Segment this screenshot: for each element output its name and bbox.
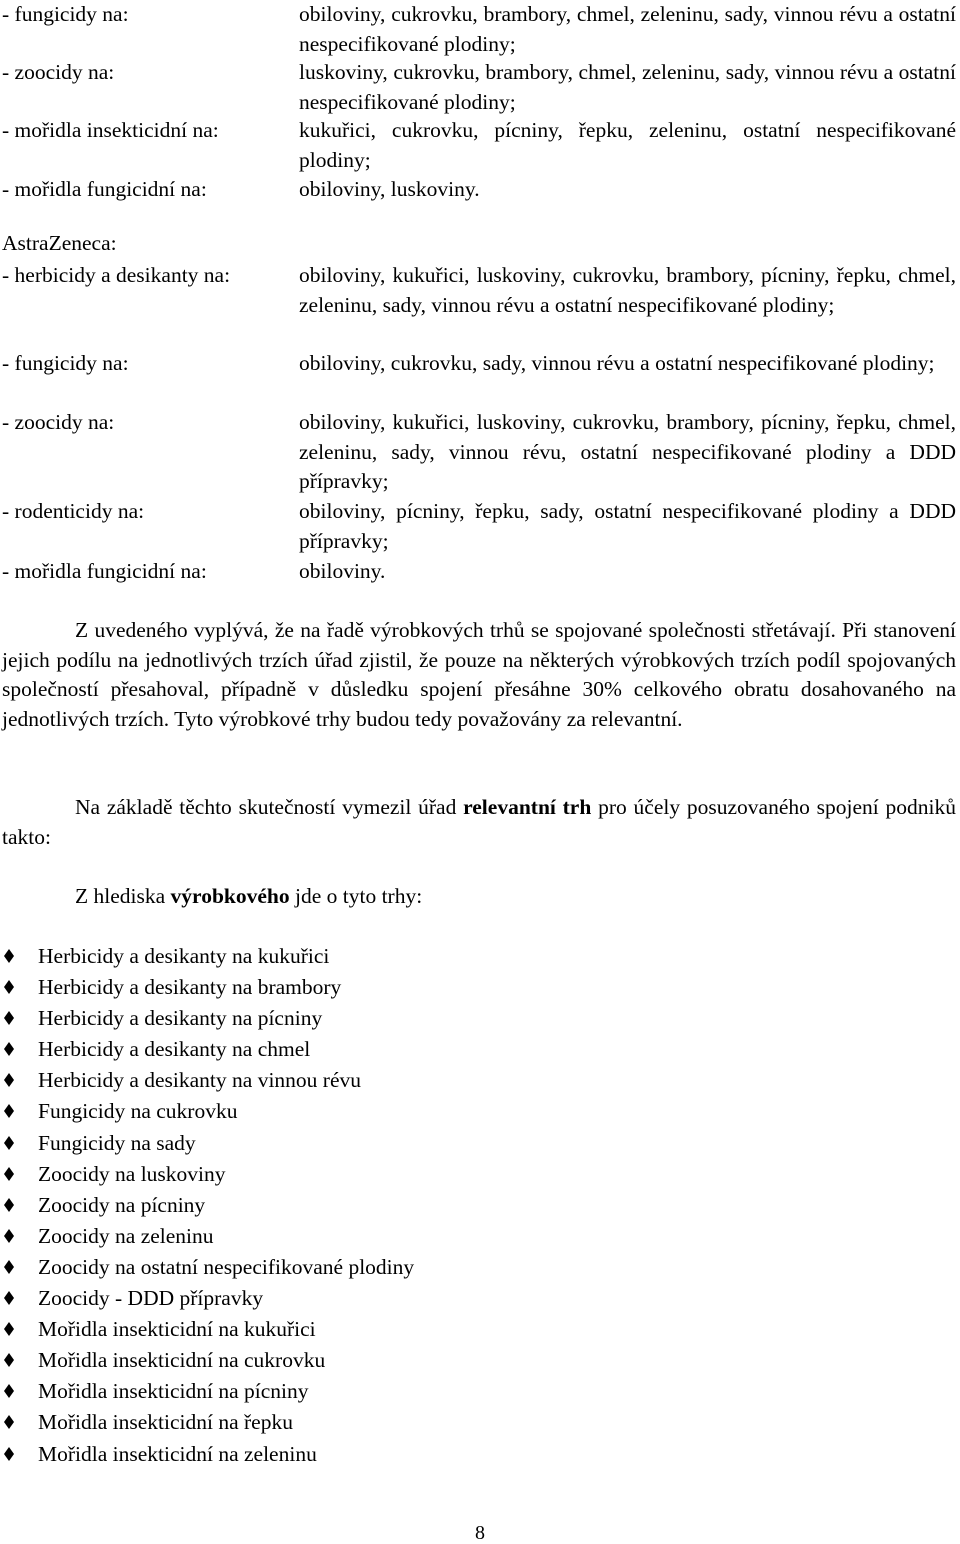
list-item-label: Zoocidy na luskoviny (38, 1161, 226, 1186)
diamond-bullet-icon (2, 1252, 18, 1283)
list-item-label: Mořidla insekticidní na řepku (38, 1410, 293, 1435)
definition-label: - mořidla fungicidní na: (2, 559, 207, 583)
subheading-emphasis: výrobkového (170, 884, 290, 908)
list-item-label: Zoocidy na zeleninu (38, 1223, 214, 1248)
definition-value: obiloviny, pícniny, řepku, sady, ostatní nespecifikované plodiny a DDD přípravky; (299, 499, 956, 553)
diamond-bullet-icon (2, 1096, 18, 1127)
definition-value: obiloviny, cukrovku, sady, vinnou révu a ostatní nespecifikované plodiny; (299, 351, 935, 375)
list-item-label: Zoocidy na pícniny (38, 1192, 206, 1217)
diamond-bullet-icon (2, 1283, 18, 1314)
page-number: 8 (475, 1522, 485, 1544)
body-paragraph: Z uvedeného vyplývá, že na řadě výrobkových trhů se spojované společnosti střetávají. Při stanovení jejich podílu na jednotlivých trzích úřad zjistil, že pouze na některých výrobkových trzích podíl spojovaných společností přesahoval, případně v důsledku spojení přesáhne 30% celkového obratu dosahovaného na jednotlivých trzích. Tyto výrobkové trhy budou tedy považovány za relevantní. (2, 618, 956, 731)
diamond-bullet-icon (2, 941, 18, 972)
section-subheading (75, 882, 422, 912)
list-item-label: Mořidla insekticidní na cukrovku (38, 1348, 326, 1373)
list-item-label: Zoocidy na ostatní nespecifikované plodiny (38, 1254, 415, 1279)
list-item-label: Herbicidy a desikanty na vinnou révu (38, 1068, 362, 1093)
list-item-label: Herbicidy a desikanty na chmel (38, 1037, 311, 1062)
definition-label: - herbicidy a desikanty na: (2, 263, 231, 287)
diamond-bullet-icon (2, 1128, 18, 1159)
definition-value: kukuřici, cukrovku, pícniny, řepku, zeleninu, ostatní nespecifikované plodiny; (299, 118, 956, 172)
diamond-bullet-icon (2, 1003, 18, 1034)
definition-label: - fungicidy na: (2, 2, 129, 26)
definition-label: - zoocidy na: (2, 410, 115, 434)
list-item-label: Mořidla insekticidní na zeleninu (38, 1441, 317, 1466)
body-paragraph (2, 793, 956, 852)
definition-value: obiloviny, cukrovku, brambory, chmel, zeleninu, sady, vinnou révu a ostatní nespecifikované plodiny; (299, 2, 956, 56)
list-item-label: Mořidla insekticidní na kukuřici (38, 1317, 316, 1342)
list-item-label: Fungicidy na sady (38, 1130, 196, 1155)
list-item-label: Mořidla insekticidní na pícniny (38, 1379, 309, 1404)
diamond-bullet-icon (2, 1190, 18, 1221)
definition-value: obiloviny. (299, 559, 386, 583)
diamond-bullet-icon (2, 1345, 18, 1376)
company-heading: AstraZeneca: (2, 231, 117, 255)
definition-value: luskoviny, cukrovku, brambory, chmel, zeleninu, sady, vinnou révu a ostatní nespecifikované plodiny; (299, 60, 956, 114)
paragraph-emphasis: relevantní trh (463, 795, 592, 819)
definition-label: - fungicidy na: (2, 351, 129, 375)
definition-label: - zoocidy na: (2, 60, 115, 84)
subheading-text: Z hlediska (75, 884, 171, 908)
subheading-text: jde o tyto trhy: (289, 884, 423, 908)
definition-label: - rodenticidy na: (2, 499, 145, 523)
definition-value: obiloviny, kukuřici, luskoviny, cukrovku, brambory, pícniny, řepku, chmel, zeleninu, sady, vinnou révu a ostatní nespecifikované plodiny; (299, 263, 956, 317)
diamond-bullet-icon (2, 1407, 18, 1438)
definition-value: obiloviny, luskoviny. (299, 177, 480, 201)
definition-label: - mořidla insekticidní na: (2, 118, 219, 142)
list-item-label: Fungicidy na cukrovku (38, 1099, 238, 1124)
list-item-label: Herbicidy a desikanty na brambory (38, 975, 342, 1000)
list-item-label: Herbicidy a desikanty na kukuřici (38, 944, 330, 968)
paragraph-text: Na základě těchto skutečností vymezil úřad (75, 795, 464, 819)
paragraph-text: pro účely posuzovaného spojení podniků takto: (2, 795, 956, 849)
diamond-bullet-icon (2, 1065, 18, 1096)
list-item-label: Zoocidy - DDD přípravky (38, 1286, 264, 1311)
diamond-bullet-icon (2, 1221, 18, 1252)
diamond-bullet-icon (2, 1376, 18, 1407)
diamond-bullet-icon (2, 1159, 18, 1190)
definition-value: obiloviny, kukuřici, luskoviny, cukrovku, brambory, pícniny, řepku, chmel, zeleninu, sady, vinnou révu, ostatní nespecifikované plodiny a DDD přípravky; (299, 410, 956, 493)
diamond-bullet-icon (2, 1439, 18, 1470)
diamond-bullet-icon (2, 1314, 18, 1345)
list-item-label: Herbicidy a desikanty na pícniny (38, 1006, 323, 1031)
definition-label: - mořidla fungicidní na: (2, 177, 207, 201)
diamond-bullet-icon (2, 1034, 18, 1065)
diamond-bullet-icon (2, 972, 18, 1003)
